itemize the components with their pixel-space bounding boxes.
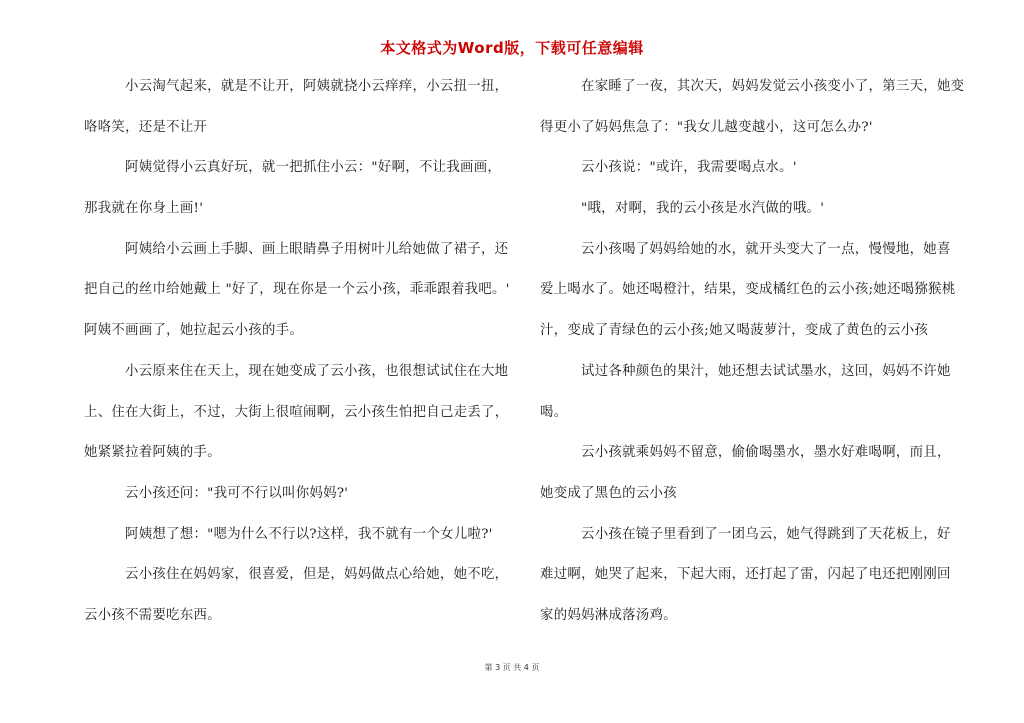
text-line: 那我就在你身上画!' <box>84 201 204 217</box>
text-line: 难过啊，她哭了起来，下起大雨，还打起了雷，闪起了电还把刚刚回 <box>540 567 951 583</box>
text-line: 喝。 <box>540 404 568 420</box>
text-line: 汁，变成了青绿色的云小孩;她又喝菠萝汁，变成了黄色的云小孩 <box>540 323 929 339</box>
text-line: 试过各种颜色的果汁，她还想去试试墨水，这回，妈妈不许她 <box>581 363 951 379</box>
text-line: 阿姨给小云画上手脚、画上眼睛鼻子用树叶儿给她做了裙子，还 <box>125 241 509 257</box>
text-line: 云小孩喝了妈妈给她的水，就开头变大了一点，慢慢地，她喜 <box>581 241 951 257</box>
text-line: 家的妈妈淋成落汤鸡。 <box>540 607 677 623</box>
text-line: 阿姨觉得小云真好玩，就一把抓住小云："好啊，不让我画画， <box>125 160 502 176</box>
text-line: 把自己的丝巾给她戴上 "好了，现在你是一个云小孩，乖乖跟着我吧。' <box>84 282 510 298</box>
text-line: 上、住在大街上，不过，大街上很喧闹啊，云小孩生怕把自己走丢了， <box>84 404 509 420</box>
text-line: 她变成了黑色的云小孩 <box>540 485 677 501</box>
text-line: 阿姨想了想："嗯为什么不行以?这样，我不就有一个女儿啦?' <box>125 526 493 542</box>
page-header: 本文格式为Word版，下载可任意编辑 <box>380 39 644 57</box>
text-line: 得更小了妈妈焦急了："我女儿越变越小，这可怎么办?' <box>540 119 873 135</box>
text-line: 爱上喝水了。她还喝橙汁，结果，变成橘红色的云小孩;她还喝猕猴桃 <box>540 282 956 298</box>
text-line: 阿姨不画画了，她拉起云小孩的手。 <box>84 323 304 339</box>
text-line: 小云淘气起来，就是不让开，阿姨就挠小云痒痒，小云扭一扭， <box>125 79 509 94</box>
text-line: 她紧紧拉着阿姨的手。 <box>84 445 221 461</box>
text-line: 云小孩就乘妈妈不留意，偷偷喝墨水，墨水好难喝啊，而且， <box>581 445 951 461</box>
text-line: "哦，对啊，我的云小孩是水汽做的哦。' <box>581 201 825 217</box>
text-line: 咯咯笑，还是不让开 <box>84 119 208 135</box>
text-line: 云小孩住在妈妈家，很喜爱，但是，妈妈做点心给她，她不吃， <box>125 567 509 583</box>
text-line: 云小孩说："或许，我需要喝点水。' <box>581 160 797 176</box>
text-line: 小云原来住在天上，现在她变成了云小孩，也很想试试住在大地 <box>125 363 509 379</box>
text-line: 云小孩还问："我可不行以叫你妈妈?' <box>125 485 349 501</box>
right-text-column <box>540 76 976 646</box>
text-line: 在家睡了一夜，其次天，妈妈发觉云小孩变小了，第三天，她变 <box>581 79 965 94</box>
left-text-column <box>84 76 520 646</box>
text-line: 云小孩不需要吃东西。 <box>84 607 221 623</box>
page-footer: 第 3 页 共 4 页 <box>484 663 540 672</box>
text-line: 云小孩在镜子里看到了一团乌云，她气得跳到了天花板上，好 <box>581 526 951 542</box>
